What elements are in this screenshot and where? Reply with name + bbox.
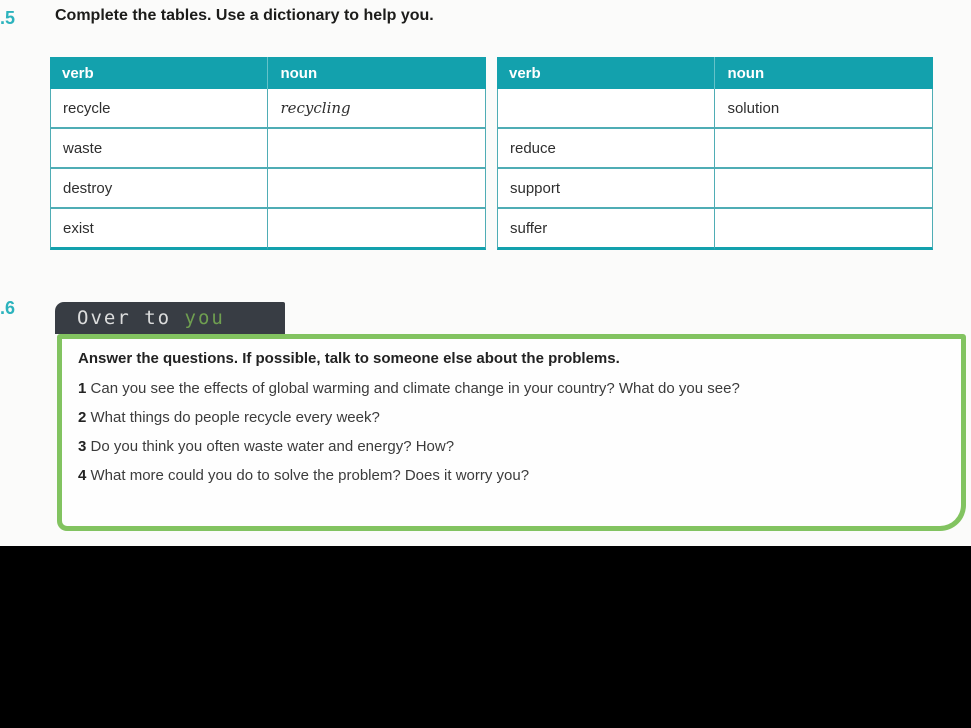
table-2-verb-cell-empty xyxy=(497,89,715,127)
table-row xyxy=(497,167,933,207)
table-row xyxy=(50,57,486,89)
over-to-you-box xyxy=(57,334,966,531)
question-text: Do you think you often waste water and energy? How? xyxy=(90,438,455,455)
table-row xyxy=(50,207,486,250)
table-2-verb-cell: suffer xyxy=(497,207,715,250)
question-item xyxy=(78,380,945,397)
table-2-noun-cell-empty xyxy=(715,127,933,167)
table-row xyxy=(497,57,933,89)
question-text: What things do people recycle every week? xyxy=(90,409,380,426)
table-2-body xyxy=(497,89,933,250)
question-number: 3 xyxy=(78,438,87,455)
table-row xyxy=(497,207,933,250)
verb-noun-table-1 xyxy=(50,57,486,250)
table-1-header-noun: noun xyxy=(268,57,486,89)
table-row xyxy=(50,167,486,207)
table-row xyxy=(50,127,486,167)
table-1-verb-cell: destroy xyxy=(50,167,268,207)
table-1-noun-cell-empty xyxy=(268,167,486,207)
table-row xyxy=(50,89,486,127)
black-letterbox-area xyxy=(0,546,971,728)
table-2-noun-cell: solution xyxy=(715,89,933,127)
exercise-5-title: Complete the tables. Use a dictionary to help you. xyxy=(55,7,434,24)
table-1-body xyxy=(50,89,486,250)
table-row xyxy=(497,127,933,167)
table-2-header xyxy=(497,57,933,89)
question-number: 1 xyxy=(78,380,87,397)
table-2-verb-cell: support xyxy=(497,167,715,207)
table-1-verb-cell: recycle xyxy=(50,89,268,127)
table-2-noun-cell-empty xyxy=(715,167,933,207)
table-2-header-verb: verb xyxy=(497,57,715,89)
table-1-header xyxy=(50,57,486,89)
question-item xyxy=(78,438,945,455)
over-to-you-tab-accent: you xyxy=(184,307,225,329)
over-to-you-tab xyxy=(55,302,285,334)
table-1-noun-cell-empty xyxy=(268,127,486,167)
over-to-you-tab-label: Over to xyxy=(77,307,185,329)
table-2-verb-cell: reduce xyxy=(497,127,715,167)
table-row xyxy=(497,89,933,127)
exercise-6-number: .6 xyxy=(0,298,16,318)
verb-noun-table-2 xyxy=(497,57,933,250)
question-item xyxy=(78,467,945,484)
question-text: What more could you do to solve the problem? Does it worry you? xyxy=(90,467,530,484)
table-1-verb-cell: exist xyxy=(50,207,268,250)
table-2-header-noun: noun xyxy=(715,57,933,89)
table-1-noun-cell-handwritten: recycling xyxy=(268,89,486,127)
table-2-noun-cell-empty xyxy=(715,207,933,250)
question-item xyxy=(78,409,945,426)
question-number: 2 xyxy=(78,409,87,426)
question-text: Can you see the effects of global warming and climate change in your country? What do you see? xyxy=(90,380,740,397)
table-1-noun-cell-empty xyxy=(268,207,486,250)
questions-intro: Answer the questions. If possible, talk to someone else about the problems. xyxy=(78,350,620,367)
question-number: 4 xyxy=(78,467,87,484)
exercise-5-number: .5 xyxy=(0,8,16,28)
table-1-verb-cell: waste xyxy=(50,127,268,167)
table-1-header-verb: verb xyxy=(50,57,268,89)
